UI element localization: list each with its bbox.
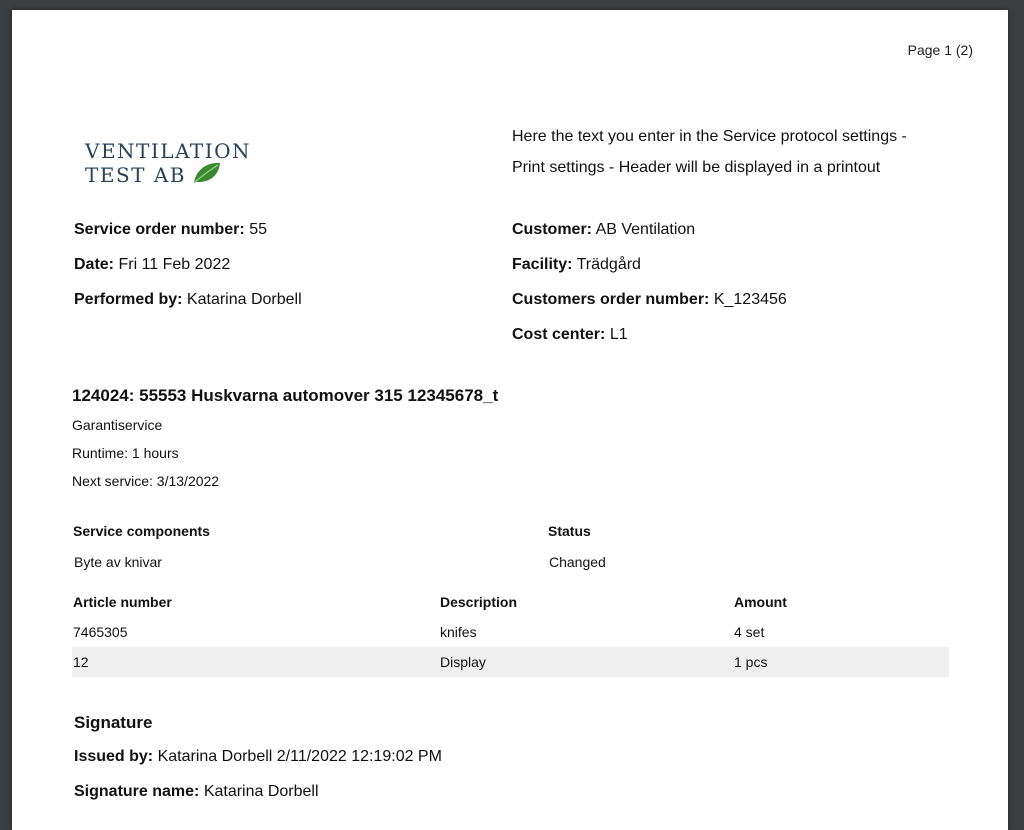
issued-label: Issued by: bbox=[74, 748, 154, 765]
info-value: L1 bbox=[609, 326, 628, 343]
logo-text bbox=[85, 139, 251, 187]
table-header-row bbox=[72, 587, 949, 617]
info-value: Fri 11 Feb 2022 bbox=[118, 256, 231, 273]
header-article-number: Article number bbox=[73, 594, 172, 610]
info-value: Katarina Dorbell bbox=[186, 291, 302, 308]
signature-name-value: Katarina Dorbell bbox=[203, 783, 319, 800]
document-page bbox=[12, 10, 1008, 830]
info-row-date bbox=[74, 255, 302, 290]
article-amount: 1 pcs bbox=[734, 654, 768, 670]
order-info bbox=[74, 220, 302, 325]
articles-table bbox=[72, 587, 949, 677]
status-header: Status bbox=[548, 523, 591, 539]
article-description: knifes bbox=[440, 624, 477, 640]
info-row-facility bbox=[512, 255, 787, 290]
info-value: Trädgård bbox=[576, 256, 641, 273]
item-title: 124024: 55553 Huskvarna automover 315 12345678_t bbox=[72, 386, 499, 405]
article-amount: 4 set bbox=[734, 624, 765, 640]
company-logo bbox=[85, 139, 255, 189]
signature-name-label: Signature name: bbox=[74, 783, 200, 800]
customer-info bbox=[512, 220, 787, 360]
next-service: Next service: 3/13/2022 bbox=[72, 473, 220, 489]
info-label: Customer: bbox=[512, 221, 593, 238]
info-row-order-number bbox=[74, 220, 302, 255]
info-value: AB Ventilation bbox=[595, 221, 696, 238]
component-status: Changed bbox=[549, 554, 606, 570]
header-amount: Amount bbox=[734, 594, 787, 610]
runtime: Runtime: 1 hours bbox=[72, 445, 179, 461]
article-number: 12 bbox=[73, 654, 89, 670]
table-row bbox=[72, 617, 949, 647]
info-label: Performed by: bbox=[74, 291, 183, 308]
info-label: Customers order number: bbox=[512, 291, 710, 308]
info-value: 55 bbox=[249, 221, 267, 238]
info-row-performed-by bbox=[74, 290, 302, 325]
info-label: Service order number: bbox=[74, 221, 245, 238]
info-label: Facility: bbox=[512, 256, 573, 273]
header-description: Description bbox=[440, 594, 518, 610]
components-header: Service components bbox=[73, 523, 210, 539]
info-row-cost-center bbox=[512, 325, 787, 360]
info-label: Cost center: bbox=[512, 326, 606, 343]
table-row bbox=[72, 647, 949, 677]
signature-name bbox=[74, 783, 319, 801]
info-row-customer bbox=[512, 220, 787, 255]
service-type: Garantiservice bbox=[72, 417, 163, 433]
logo-line-1: VENTILATION bbox=[85, 139, 252, 163]
info-row-customer-order-number bbox=[512, 290, 787, 325]
page-number: Page 1 (2) bbox=[907, 42, 973, 58]
component-name: Byte av knivar bbox=[74, 554, 162, 570]
signature-title: Signature bbox=[74, 713, 153, 732]
info-value: K_123456 bbox=[713, 291, 787, 308]
article-description: Display bbox=[440, 654, 486, 670]
info-label: Date: bbox=[74, 256, 115, 273]
issued-value: Katarina Dorbell 2/11/2022 12:19:02 PM bbox=[157, 748, 442, 765]
signature-issued-by bbox=[74, 748, 442, 766]
header-note: Here the text you enter in the Service protocol settings - Print settings - Header will be displayed in a printout bbox=[512, 128, 907, 176]
logo-line-2: TEST AB bbox=[85, 163, 186, 187]
leaf-icon bbox=[192, 161, 222, 185]
article-number: 7465305 bbox=[73, 624, 128, 640]
